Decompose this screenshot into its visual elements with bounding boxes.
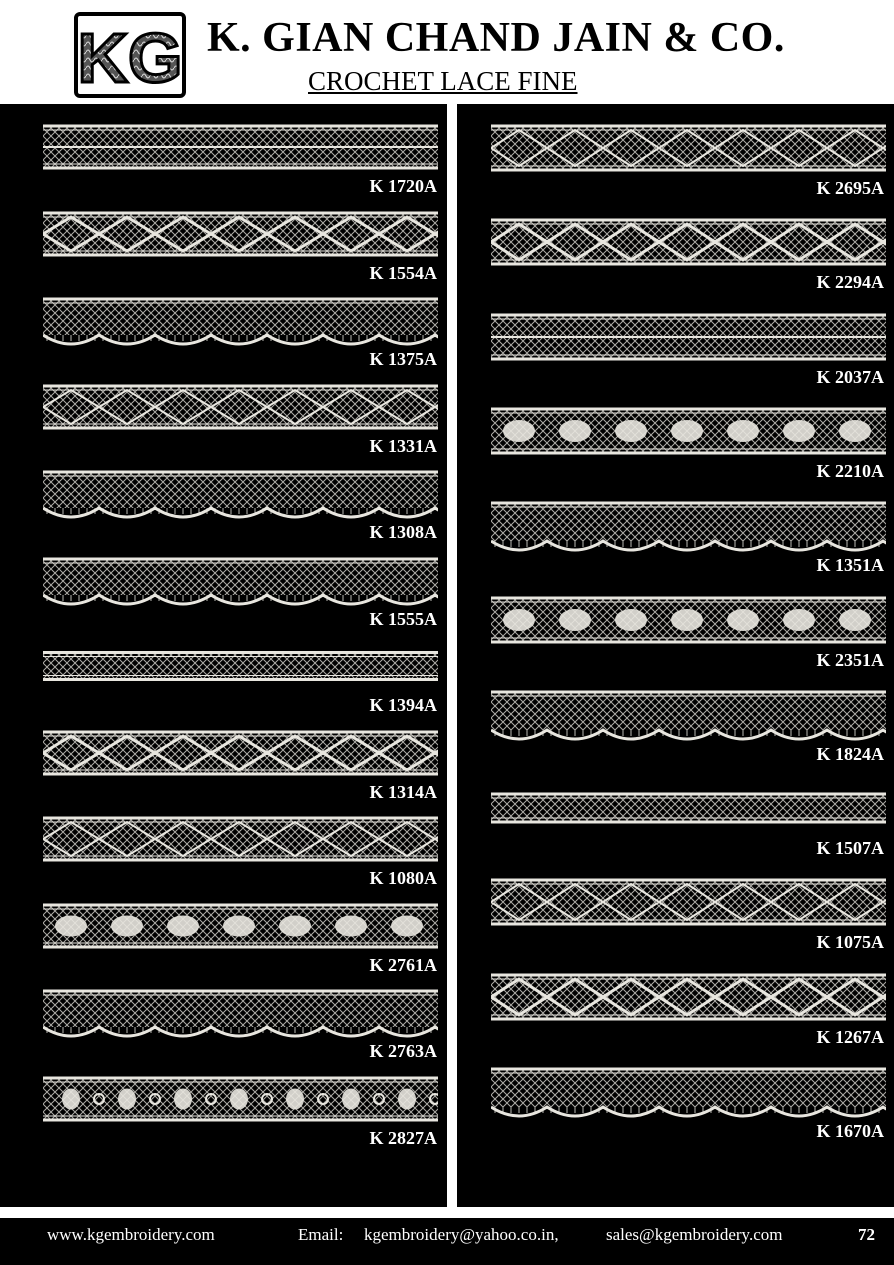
lace-code-label: K 1824A [816,743,884,764]
lace-sample-image [43,899,438,953]
logo-letters: KG [78,19,182,94]
lace-code-label: K 1351A [816,555,884,576]
lace-code-label: K 1394A [369,695,437,715]
lace-sample-image [491,780,886,836]
lace-code-label: K 2695A [816,178,884,198]
lace-sample-image [491,309,886,365]
lace-sample-image [491,214,886,270]
lace-sample-image [491,874,886,930]
column-divider [447,104,457,1207]
lace-sample-image [491,1063,886,1119]
lace-code-label: K 1554A [369,262,437,283]
lace-code-label: K 2037A [816,366,884,387]
website-link[interactable]: www.kgembroidery.com [47,1225,215,1244]
email-label: Email: [298,1225,344,1244]
lace-code-label: K 1314A [369,781,437,802]
lace-sample-image [43,985,438,1039]
lace-sample-image [43,1072,438,1126]
lace-sample-image [43,553,438,607]
company-name: K. GIAN CHAND JAIN & CO. [207,15,785,61]
center-strip [457,104,477,1207]
email-link-2[interactable]: sales@kgembroidery.com [606,1225,783,1244]
catalog-subtitle: CROCHET LACE FINE [308,66,578,96]
lace-sample-image [491,969,886,1025]
lace-code-label: K 1080A [369,868,437,888]
lace-code-label: K 2351A [816,649,884,670]
lace-code-label: K 1075A [816,932,884,953]
lace-sample-image [491,403,886,459]
lace-sample-image [491,497,886,553]
lace-code-label: K 2763A [369,1041,437,1061]
page-header [0,0,894,104]
lace-sample-image [43,120,438,174]
lace-sample-image [43,466,438,520]
lace-sample-image [491,686,886,742]
email-link-1[interactable]: kgembroidery@yahoo.co.in, [364,1225,559,1244]
lace-code-label: K 1331A [369,435,437,456]
lace-sample-image [43,293,438,347]
page-number: 72 [858,1225,875,1244]
lace-code-label: K 1670A [816,1121,884,1141]
lace-sample-image [43,726,438,780]
lace-code-label: K 2294A [816,272,884,293]
lace-sample-image [43,207,438,261]
lace-sample-image [491,120,886,176]
lace-code-label: K 1720A [369,176,437,196]
lace-code-label: K 2761A [369,954,437,975]
lace-sample-image [43,812,438,866]
lace-code-label: K 1507A [816,838,884,859]
lace-code-label: K 2827A [369,1127,437,1148]
lace-code-label: K 1308A [369,522,437,542]
lace-sample-image [43,380,438,434]
lace-sample-image [43,639,438,693]
lace-code-label: K 1375A [369,349,437,369]
lace-code-label: K 1555A [369,608,437,629]
lace-code-label: K 1267A [816,1026,884,1047]
page-footer [0,1218,894,1265]
kg-logo [74,12,186,98]
lace-code-label: K 2210A [816,460,884,481]
lace-sample-image [491,592,886,648]
